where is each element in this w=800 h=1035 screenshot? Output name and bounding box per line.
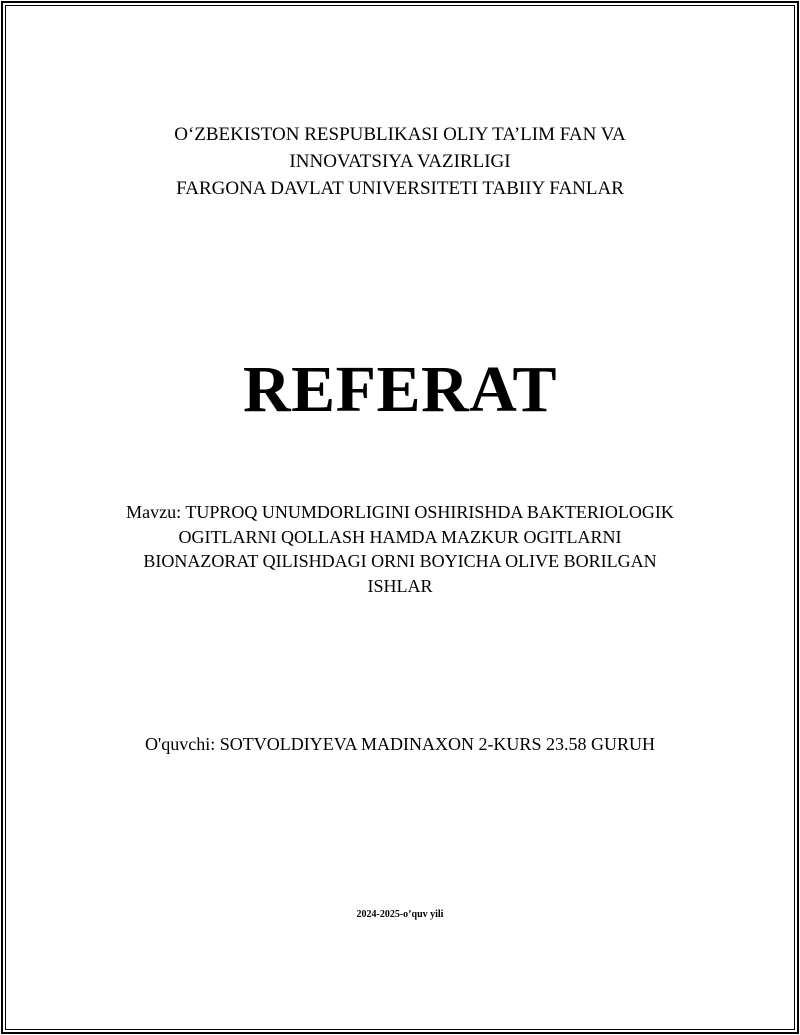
header-line-ministry-cont: INNOVATSIYA VAZIRLIGI [289, 151, 511, 172]
topic-line-3: BIONAZORAT QILISHDAGI ORNI BOYICHA OLIVE BORILGAN [143, 551, 657, 571]
student-info: O'quvchi: SOTVOLDIYEVA MADINAXON 2-KURS 23.58 GURUH [145, 734, 655, 754]
topic-line-2: OGITLARNI QOLLASH HAMDA MAZKUR OGITLARNI [178, 526, 622, 547]
institution-header [0, 121, 800, 202]
topic-block [0, 500, 800, 598]
document-title: REFERAT [243, 353, 557, 426]
topic-line-1: Mavzu: TUPROQ UNUMDORLIGINI OSHIRISHDA BAKTERIOLOGIK [126, 502, 674, 522]
academic-year: 2024-2025-o’quv yili [356, 909, 444, 920]
topic-line-4: ISHLAR [367, 575, 433, 596]
header-line-university: FARGONA DAVLAT UNIVERSITETI TABIIY FANLAR [176, 178, 624, 199]
header-line-ministry: O‘ZBEKISTON RESPUBLIKASI OLIY TA’LIM FAN VA [174, 124, 626, 145]
